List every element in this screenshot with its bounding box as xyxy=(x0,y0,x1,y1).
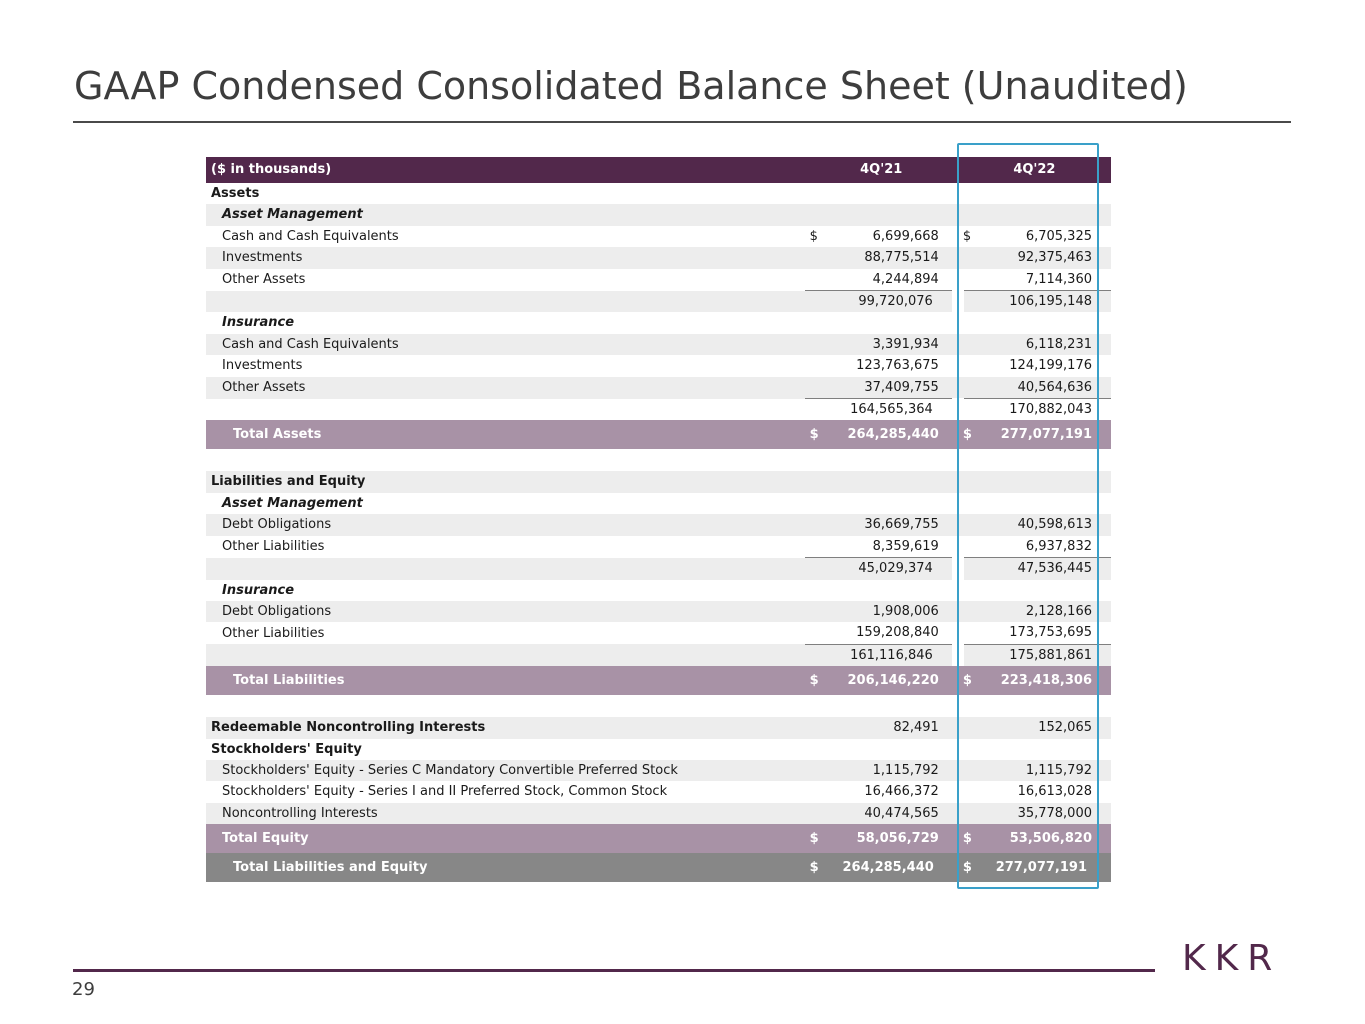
currency-symbol: $ xyxy=(809,673,819,689)
value-4q22: 1,115,792 xyxy=(958,760,1111,781)
value-4q21: 123,763,675 xyxy=(856,358,939,374)
subsection-header xyxy=(206,312,1111,333)
subtotal-row xyxy=(206,644,1111,666)
kkr-logo: KKR xyxy=(1182,938,1282,979)
row-label: Other Liabilities xyxy=(222,538,325,554)
section-header-equity xyxy=(206,739,1111,760)
row-label: Other Assets xyxy=(206,377,805,399)
total-assets-row xyxy=(206,420,1111,449)
row-label: Other Liabilities xyxy=(222,625,325,641)
currency-symbol: $ xyxy=(962,228,972,244)
currency-symbol: $ xyxy=(809,427,819,443)
subtotal-4q21: 45,029,374 xyxy=(805,558,958,580)
subsection-header xyxy=(206,204,1111,225)
table-row xyxy=(206,803,1111,824)
row-label: Redeemable Noncontrolling Interests xyxy=(206,717,805,738)
value-4q22: 40,598,613 xyxy=(958,514,1111,535)
subtotal-4q21: 164,565,364 xyxy=(805,399,958,421)
value-4q21: 82,491 xyxy=(805,717,958,738)
row-label: Cash and Cash Equivalents xyxy=(206,334,805,355)
table-row xyxy=(206,601,1111,622)
value-4q22: 2,128,166 xyxy=(958,601,1111,622)
value-4q21: 16,466,372 xyxy=(864,784,939,800)
spacer-row xyxy=(206,449,1111,471)
value-4q22: 173,753,695 xyxy=(1009,625,1092,641)
value-4q21: 206,146,220 xyxy=(847,673,939,689)
subtotal-row xyxy=(206,399,1111,421)
row-label: Noncontrolling Interests xyxy=(206,803,805,824)
row-label: Stockholders' Equity - Series I and II Preferred Stock, Common Stock xyxy=(222,784,668,800)
value-4q22: 6,705,325 xyxy=(1025,228,1092,244)
page-title: GAAP Condensed Consolidated Balance Sheet (Unaudited) xyxy=(74,64,1188,108)
currency-symbol: $ xyxy=(962,860,972,876)
subtotal-4q21: 99,720,076 xyxy=(805,291,958,313)
currency-symbol: $ xyxy=(962,427,972,443)
total-equity-row xyxy=(206,824,1111,853)
total-liabilities-and-equity-row xyxy=(206,853,1111,882)
value-4q22: 277,077,191 xyxy=(995,860,1087,876)
currency-symbol: $ xyxy=(809,228,818,244)
value-4q21: 3,391,934 xyxy=(805,334,958,355)
section-header-assets xyxy=(206,183,1111,204)
row-label: Total Liabilities xyxy=(206,666,805,695)
value-4q21: 264,285,440 xyxy=(847,427,939,443)
table-row xyxy=(206,226,1111,247)
row-label: Liabilities and Equity xyxy=(206,471,805,492)
value-4q21: 40,474,565 xyxy=(805,803,958,824)
subtotal-row xyxy=(206,291,1111,313)
row-label: Asset Management xyxy=(222,495,363,511)
value-4q22: 16,613,028 xyxy=(1017,784,1092,800)
subtotal-4q22: 175,881,861 xyxy=(958,644,1111,666)
table-row xyxy=(206,355,1111,376)
title-divider xyxy=(73,121,1291,123)
table-row xyxy=(206,760,1111,781)
subsection-header xyxy=(206,580,1111,601)
row-label: Investments xyxy=(206,247,805,268)
column-header-4q22: 4Q'22 xyxy=(958,157,1111,183)
value-4q22: 53,506,820 xyxy=(1009,831,1092,847)
value-4q21: 264,285,440 xyxy=(842,860,934,876)
row-label: Insurance xyxy=(222,582,295,598)
subtotal-4q22: 106,195,148 xyxy=(958,291,1111,313)
value-4q22: 40,564,636 xyxy=(958,377,1111,399)
row-label: Total Liabilities and Equity xyxy=(206,853,805,882)
balance-sheet-table xyxy=(206,157,1111,882)
row-label: Cash and Cash Equivalents xyxy=(222,228,399,244)
value-4q21: 4,244,894 xyxy=(872,271,939,287)
footer-divider xyxy=(73,969,1155,972)
table-row xyxy=(206,514,1111,535)
value-4q21: 58,056,729 xyxy=(856,831,939,847)
value-4q22: 152,065 xyxy=(958,717,1111,738)
page-number: 29 xyxy=(72,979,95,1000)
table-row xyxy=(206,334,1111,355)
value-4q21: 1,115,792 xyxy=(805,760,958,781)
table-row xyxy=(206,377,1111,399)
row-label: Assets xyxy=(211,186,260,201)
table-row xyxy=(206,717,1111,738)
row-label: Stockholders' Equity xyxy=(211,741,362,757)
value-4q21: 1,908,006 xyxy=(805,601,958,622)
total-liabilities-row xyxy=(206,666,1111,695)
currency-symbol: $ xyxy=(962,831,972,847)
spacer-row xyxy=(206,695,1111,717)
value-4q21: 36,669,755 xyxy=(805,514,958,535)
row-label: Insurance xyxy=(222,315,295,331)
units-label: ($ in thousands) xyxy=(206,157,805,183)
value-4q22: 124,199,176 xyxy=(1009,358,1092,374)
value-4q21: 37,409,755 xyxy=(805,377,958,399)
subtotal-4q22: 47,536,445 xyxy=(958,558,1111,580)
row-label: Stockholders' Equity - Series C Mandatory Convertible Preferred Stock xyxy=(206,760,805,781)
table-row xyxy=(206,781,1111,802)
table-row xyxy=(206,536,1111,558)
table-header-row xyxy=(206,157,1111,183)
currency-symbol: $ xyxy=(809,831,819,847)
table-row xyxy=(206,622,1111,644)
value-4q22: 35,778,000 xyxy=(958,803,1111,824)
table-row xyxy=(206,269,1111,291)
row-label: Asset Management xyxy=(206,204,805,225)
value-4q22: 7,114,360 xyxy=(1025,271,1092,287)
subtotal-4q22: 170,882,043 xyxy=(958,399,1111,421)
value-4q22: 223,418,306 xyxy=(1000,673,1092,689)
column-header-4q21: 4Q'21 xyxy=(805,157,958,183)
row-label: Debt Obligations xyxy=(206,601,805,622)
currency-symbol: $ xyxy=(809,860,819,876)
row-label: Total Equity xyxy=(206,824,805,853)
value-4q22: 92,375,463 xyxy=(958,247,1111,268)
value-4q22: 277,077,191 xyxy=(1000,427,1092,443)
subsection-header xyxy=(206,493,1111,514)
value-4q21: 159,208,840 xyxy=(856,625,939,641)
row-label: Debt Obligations xyxy=(206,514,805,535)
value-4q22: 6,118,231 xyxy=(958,334,1111,355)
subtotal-row xyxy=(206,558,1111,580)
value-4q21: 8,359,619 xyxy=(872,538,939,554)
value-4q22: 6,937,832 xyxy=(1025,538,1092,554)
section-header-liabilities xyxy=(206,471,1111,492)
value-4q21: 88,775,514 xyxy=(805,247,958,268)
value-4q21: 6,699,668 xyxy=(872,228,939,244)
table-row xyxy=(206,247,1111,268)
row-label: Total Assets xyxy=(206,420,805,449)
row-label: Other Assets xyxy=(222,271,306,287)
currency-symbol: $ xyxy=(962,673,972,689)
row-label: Investments xyxy=(222,358,303,374)
subtotal-4q21: 161,116,846 xyxy=(805,644,958,666)
